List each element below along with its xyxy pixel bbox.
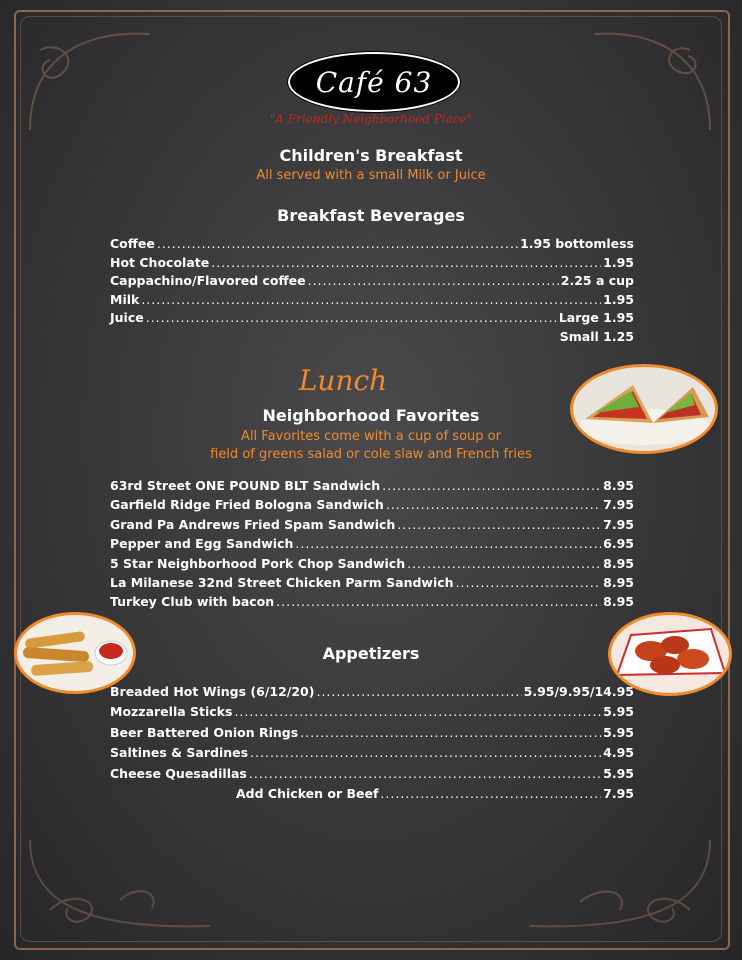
menu-item bbox=[110, 556, 634, 575]
item-name: Pepper and Egg Sandwich bbox=[110, 536, 294, 552]
logo-text: Café 63 bbox=[315, 65, 433, 99]
item-name: 63rd Street ONE POUND BLT Sandwich bbox=[110, 478, 381, 493]
item-price: 8.95 bbox=[603, 594, 634, 610]
item-price: 8.95 bbox=[603, 555, 634, 571]
menu-item bbox=[110, 517, 634, 536]
item-price: 7.95 bbox=[603, 497, 634, 513]
menu-item bbox=[110, 766, 634, 786]
leader-dots bbox=[276, 594, 601, 609]
menu-item bbox=[110, 575, 634, 594]
item-price: 5.95/9.95/14.95 bbox=[523, 684, 634, 699]
leader-dots bbox=[141, 292, 601, 307]
item-name: Milk bbox=[110, 291, 140, 307]
menu-item bbox=[110, 704, 634, 724]
tagline: "A Friendly Neighborhood Place" bbox=[269, 112, 473, 126]
leader-dots bbox=[382, 478, 601, 493]
leader-dots bbox=[380, 786, 601, 801]
favorites-list bbox=[110, 478, 634, 614]
menu-item bbox=[110, 497, 634, 516]
item-price: 1.95 bbox=[603, 291, 634, 307]
menu-item bbox=[110, 725, 634, 745]
leader-dots bbox=[234, 704, 601, 719]
leader-dots bbox=[250, 745, 601, 760]
item-name: Beer Battered Onion Rings bbox=[110, 724, 299, 740]
leader-dots bbox=[407, 556, 601, 571]
leader-dots bbox=[316, 684, 521, 699]
leader-dots bbox=[211, 255, 601, 270]
item-price: 8.95 bbox=[603, 478, 634, 493]
item-price: 5.95 bbox=[603, 724, 634, 740]
item-name: Hot Chocolate bbox=[110, 254, 210, 270]
item-name: Cheese Quesadillas bbox=[110, 765, 247, 781]
item-name: Mozzarella Sticks bbox=[110, 704, 233, 720]
item-name: Cappachino/Flavored coffee bbox=[110, 273, 306, 289]
menu-item bbox=[110, 310, 634, 329]
item-name: Add Chicken or Beef bbox=[236, 785, 379, 801]
favorites-subtitle-line1: All Favorites come with a cup of soup or bbox=[241, 429, 501, 444]
item-name: Garfield Ridge Fried Bologna Sandwich bbox=[110, 497, 384, 513]
leader-dots bbox=[295, 536, 601, 551]
menu-item-juice-small bbox=[110, 329, 634, 348]
beverages-list bbox=[110, 236, 634, 348]
item-price: 7.95 bbox=[603, 785, 634, 801]
menu-item bbox=[110, 292, 634, 311]
item-name: Coffee bbox=[110, 236, 155, 251]
item-price: 5.95 bbox=[603, 704, 634, 720]
leader-dots bbox=[308, 273, 559, 288]
item-price: 1.95 bottomless bbox=[520, 236, 634, 251]
beverages-title: Breakfast Beverages bbox=[277, 206, 465, 225]
menu-item bbox=[110, 236, 634, 255]
menu-item bbox=[110, 594, 634, 613]
sandwich-icon bbox=[573, 367, 715, 451]
item-name: La Milanese 32nd Street Chicken Parm Sandwich bbox=[110, 574, 454, 590]
leader-dots bbox=[300, 725, 601, 740]
appetizers-list bbox=[110, 684, 634, 806]
leader-dots bbox=[397, 517, 601, 532]
leader-dots bbox=[249, 766, 601, 781]
menu-item bbox=[110, 536, 634, 555]
cafe-logo bbox=[288, 52, 460, 112]
menu-item-addon bbox=[110, 786, 634, 806]
item-price: 7.95 bbox=[603, 516, 634, 532]
appetizers-title: Appetizers bbox=[322, 644, 420, 663]
corner-swirl-bottom-right bbox=[520, 830, 720, 940]
leader-dots bbox=[146, 310, 557, 325]
sandwich-photo bbox=[570, 364, 718, 454]
menu-item bbox=[110, 684, 634, 704]
childrens-breakfast-subtitle: All served with a small Milk or Juice bbox=[256, 168, 486, 183]
menu-item bbox=[110, 745, 634, 765]
lunch-heading-text: Lunch bbox=[298, 364, 388, 397]
item-name: Saltines & Sardines bbox=[110, 745, 249, 761]
item-price: 5.95 bbox=[603, 765, 634, 781]
item-price: 4.95 bbox=[603, 745, 634, 761]
item-price: 8.95 bbox=[603, 574, 634, 590]
item-name: 5 Star Neighborhood Pork Chop Sandwich bbox=[110, 555, 406, 571]
menu-item bbox=[110, 273, 634, 292]
menu-item bbox=[110, 255, 634, 274]
menu-item bbox=[110, 478, 634, 497]
favorites-title: Neighborhood Favorites bbox=[262, 406, 480, 425]
item-price: 1.95 bbox=[603, 254, 634, 270]
item-price: Large 1.95 bbox=[558, 310, 634, 326]
item-name: Grand Pa Andrews Fried Spam Sandwich bbox=[110, 516, 396, 532]
leader-dots bbox=[386, 497, 601, 512]
corner-swirl-bottom-left bbox=[20, 830, 220, 940]
item-price: Small 1.25 bbox=[559, 328, 634, 344]
item-name: Breaded Hot Wings (6/12/20) bbox=[110, 684, 315, 699]
childrens-breakfast-title: Children's Breakfast bbox=[279, 146, 463, 165]
item-price: 2.25 a cup bbox=[560, 273, 634, 289]
leader-dots bbox=[456, 575, 602, 590]
item-name: Turkey Club with bacon bbox=[110, 594, 275, 610]
favorites-subtitle-line2: field of greens salad or cole slaw and French fries bbox=[210, 447, 532, 462]
leader-dots bbox=[157, 236, 518, 251]
item-name: Juice bbox=[110, 310, 144, 326]
item-price: 6.95 bbox=[603, 536, 634, 552]
